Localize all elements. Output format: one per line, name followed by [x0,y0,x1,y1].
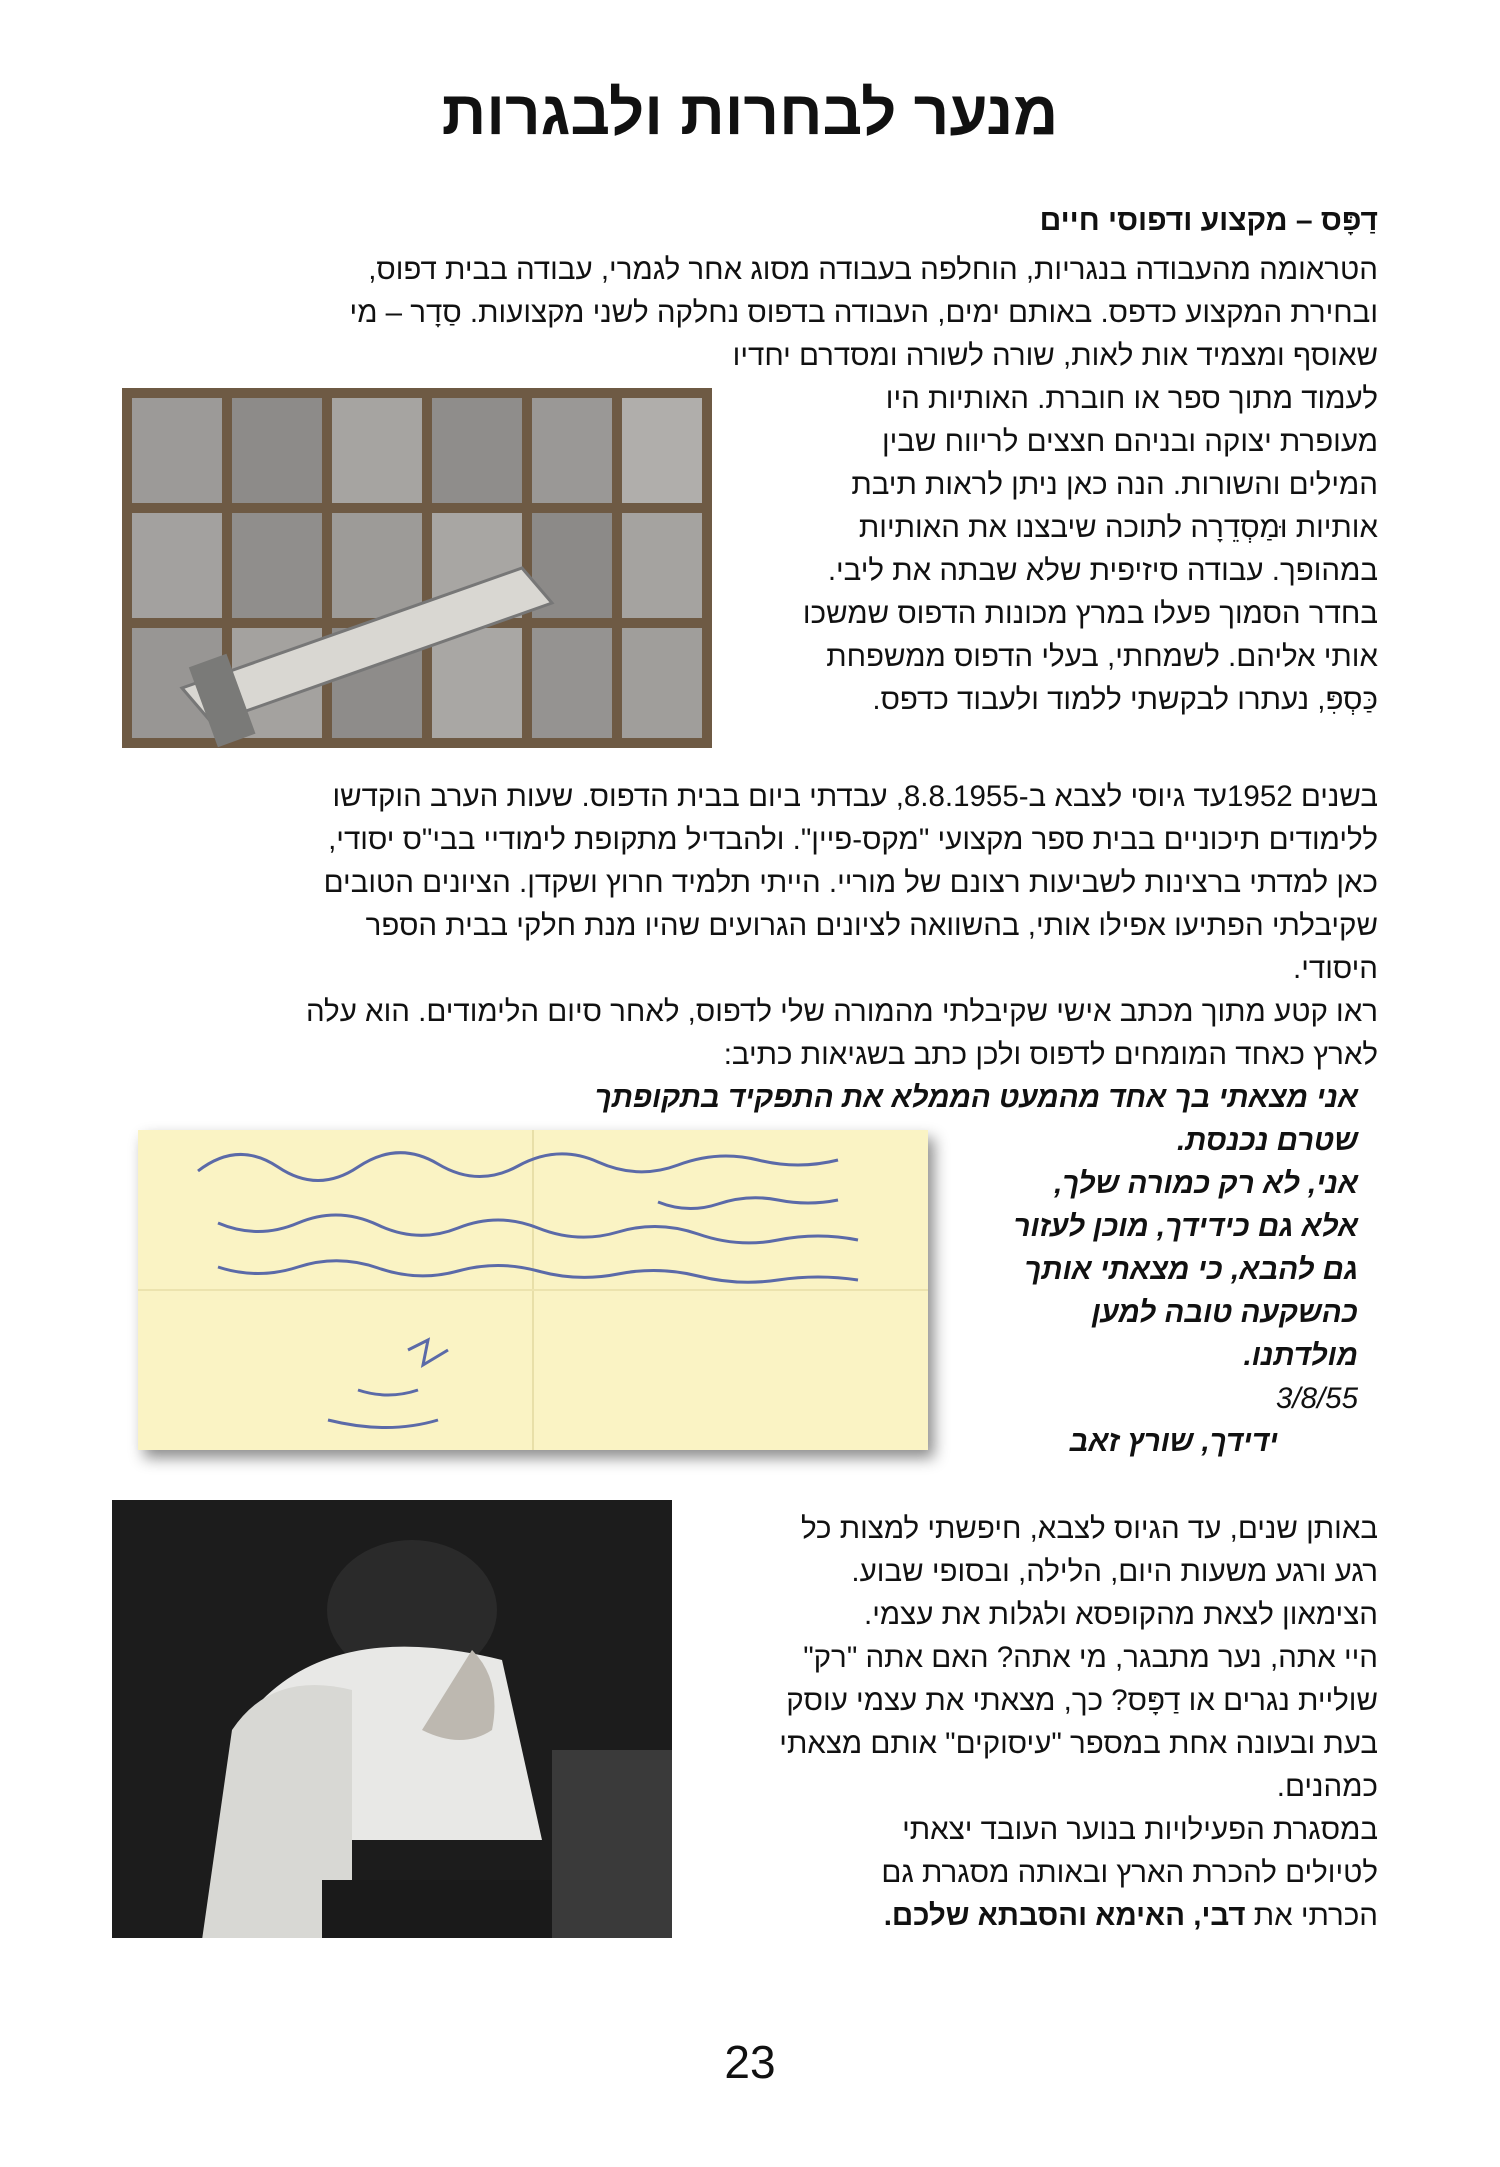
quote-date: 3/8/55 [1275,1382,1358,1415]
text-line: הצימאון לצאת מהקופסא ולגלות את עצמי. [864,1598,1378,1631]
page-number: 23 [724,2036,776,2088]
quote-line: מולדתנו. [1243,1339,1358,1372]
text-line: בשנים 1952עד גיוסי לצבא ב-8.8.1955, עבדתי ביום בבית הדפוס. שעות הערב הוקדשו [332,780,1378,813]
text-line: לארץ כאחד המומחים לדפוס ולכן כתב בשגיאות כתיב: [723,1038,1378,1071]
text-fragment: הכרתי את [1245,1899,1378,1932]
text-line: לעמוד מתוך ספר או חוברת. האותיות היו [885,382,1378,415]
paragraph-youth [700,1507,1378,1937]
text-line: ללימודים תיכוניים בבית ספר מקצועי "מקס-פיין". ולהבדיל מתקופת לימודיי בבי"ס יסודי, [328,823,1378,856]
text-line: מעופרת יצוקה ובניהם חצצים לריווח שבין [881,425,1378,458]
text-line: באותן שנים, עד הגיוס לצבא, חיפשתי למצות כל [801,1512,1378,1545]
quote-line: אני מצאתי בך אחד מהמעט הממלא את התפקיד בתקופתך שטרם נכנסת. [594,1081,1358,1157]
paragraph-intro [150,248,1378,377]
text-line: ובחירת המקצוע כדפס. באותם ימים, העבודה בדפוס נחלקה לשני מקצועות. סַדָר – מי [349,296,1378,329]
quote-line: אני, לא רק כמורה שלך, [1054,1167,1358,1200]
quote-line: אלא גם כידידך, מוכן לעזור [1013,1210,1358,1243]
text-line: המילים והשורות. הנה כאן ניתן לראות תיבת [851,468,1378,501]
text-line: אותי אליהם. לשמחתי, בעלי הדפוס ממשפחת [826,640,1378,673]
paragraph-studies [150,775,1378,990]
text-line: היסודי. [1293,952,1378,985]
paragraph-intro-wrap [735,377,1378,721]
text-line: שקיבלתי הפתיעו אפילו אותי, בהשוואה לציונים הגרועים שהיו מנת חלקי בבית הספר [365,909,1378,942]
section-heading: דַפָּס – מקצוע ודפוסי חיים [1039,204,1378,237]
text-line: ראו קטע מתוך מכתב אישי שקיבלתי מהמורה שלי לדפוס, לאחר סיום הלימודים. הוא עלה [305,995,1378,1028]
quote-signature: ידידך, שורץ זאב [1069,1425,1278,1458]
text-line: במסגרת הפעילויות בנוער העובד יצאתי [902,1813,1378,1846]
text-line: כמהנים. [1276,1770,1378,1803]
text-line: שאוסף ומצמיד אות לאות, שורה לשורה ומסדרם יחדיו [732,339,1378,372]
text-line: במהופך. עבודה סיזיפית שלא שבתה את ליבי. [827,554,1378,587]
quote-line: גם להבא, כי מצאתי אותך [1024,1253,1358,1286]
page-title: מנער לבחרות ולבגרות [441,79,1059,148]
text-line-last [700,1894,1378,1937]
text-line: אותיות וּמַסְדֵרָה לתוכה שיבצנו את האותיות [858,511,1378,544]
text-line: הטראומה מהעבודה בנגריות, הוחלפה בעבודה מסוג אחר לגמרי, עבודה בבית דפוס, [368,253,1378,286]
paragraph-letter-intro [150,990,1378,1076]
handwritten-letter-photo [138,1130,928,1450]
type-case-photo [122,388,712,748]
text-line: בעת ובעונה אחת במספר "עיסוקים" אותם מצאתי [779,1727,1378,1760]
couple-photo [112,1500,672,1938]
text-line: בחדר הסמוך פעלו במרץ מכונות הדפוס שמשכו [802,597,1378,630]
bold-text-fragment: דבי, האימא והסבתא שלכם. [883,1899,1246,1932]
quote-line: כהשקעה טובה למען [1091,1296,1358,1329]
text-line: רגע ורגע משעות היום, הלילה, ובסופי שבוע. [851,1555,1378,1588]
text-line: היי אתה, נער מתבגר, מי אתה? האם אתה "רק" [803,1641,1378,1674]
text-line: שוליית נגרים או דַפָּס? כך, מצאתי את עצמי עוסק [786,1684,1378,1717]
text-line: כַּסְפִּ, נעתרו לבקשתי ללמוד ולעבוד כדפס. [872,683,1378,716]
text-line: כאן למדתי ברצינות לשביעות רצונם של מוריי. הייתי תלמיד חרוץ ושקדן. הציונים הטובים [323,866,1378,899]
text-line: לטיולים להכרת הארץ ובאותה מסגרת גם [881,1856,1378,1889]
